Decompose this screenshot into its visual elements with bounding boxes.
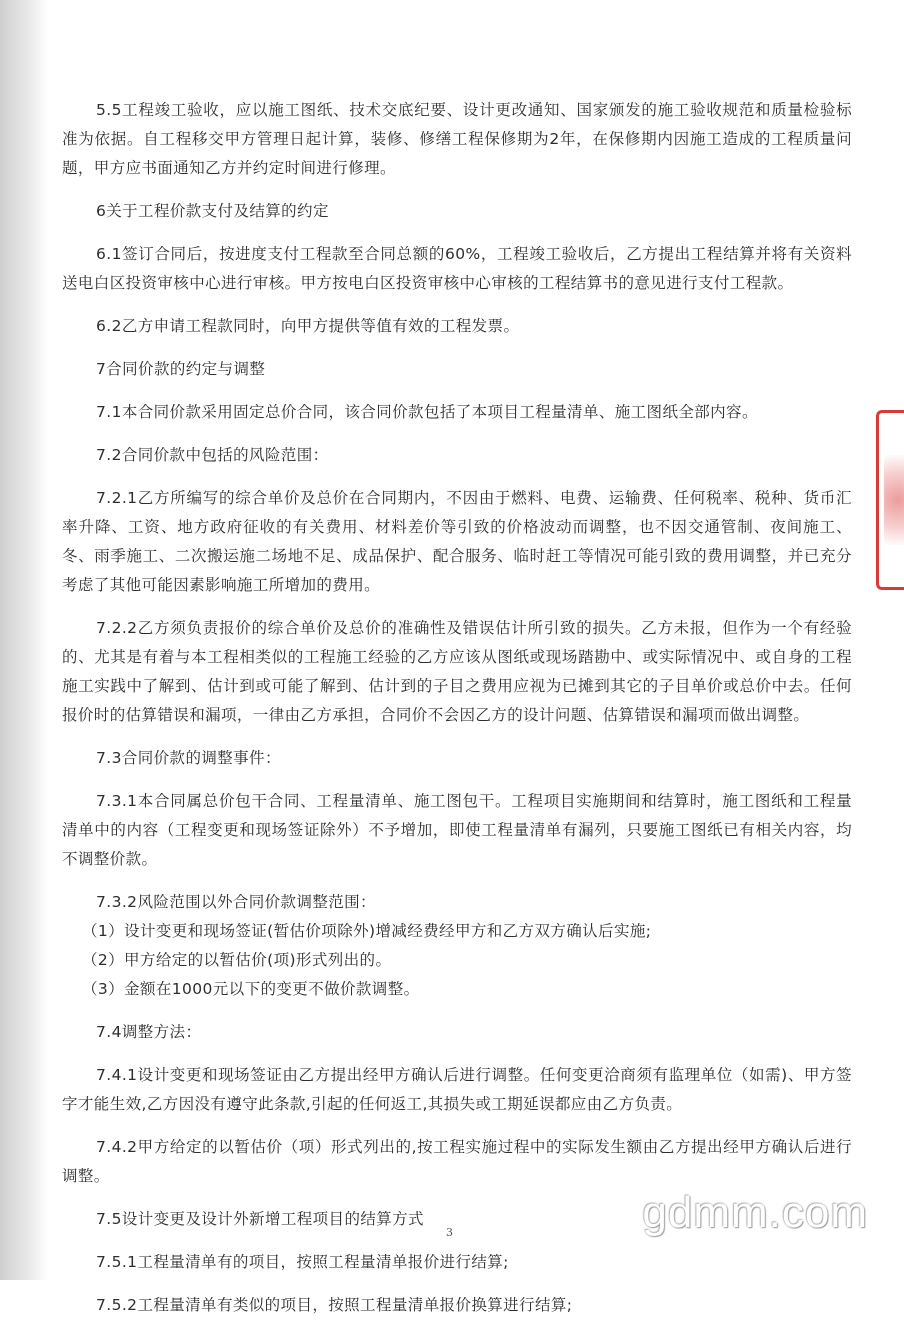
paragraph-7-3: 7.3合同价款的调整事件： (96, 749, 281, 767)
paragraph-7-5: 7.5设计变更及设计外新增工程项目的结算方式 (96, 1210, 424, 1228)
list-item-3: （3）金额在1000元以下的变更不做价款调整。 (82, 980, 420, 998)
paragraph-7-4: 7.4调整方法： (96, 1023, 202, 1041)
list-item-2: （2）甲方给定的以暂估价(项)形式列出的。 (82, 951, 392, 969)
heading-section-7: 7合同价款的约定与调整 (96, 360, 266, 378)
list-item-1: （1）设计变更和现场签证(暂估价项除外)增减经费经甲方和乙方双方确认后实施; (82, 922, 652, 940)
page-number: 3 (446, 1226, 453, 1239)
heading-section-6: 6关于工程价款支付及结算的约定 (96, 202, 329, 220)
paragraph-6-1: 6.1签订合同后，按进度支付工程款至合同总额的60%，工程竣工验收后，乙方提出工程结算并将有关资料送电白区投资审核中心进行审核。甲方按电白区投资审核中心审核的工程结算书的意见进行支付工程款。 (62, 245, 852, 292)
paragraph-7-3-1: 7.3.1本合同属总价包干合同、工程量清单、施工图包干。工程项目实施期间和结算时，施工图纸和工程量清单中的内容（工程变更和现场签证除外）不予增加，即使工程量清单有漏列，只要施工图纸已有相关内容，均不调整价款。 (62, 792, 852, 868)
paragraph-5-5: 5.5工程竣工验收，应以施工图纸、技术交底纪要、设计更改通知、国家颁发的施工验收规范和质量检验标准为依据。自工程移交甲方管理日起计算，装修、修缮工程保修期为2年，在保修期内因施工造成的工程质量问题，甲方应书面通知乙方并约定时间进行修理。 (62, 101, 852, 177)
scan-binding-shadow (0, 0, 48, 1280)
paragraph-6-2: 6.2乙方申请工程款同时，向甲方提供等值有效的工程发票。 (96, 317, 520, 335)
red-seal-mark (884, 455, 904, 545)
paragraph-7-2-1: 7.2.1乙方所编写的综合单价及总价在合同期内，不因由于燃料、电费、运输费、任何税率、税种、货币汇率升降、工资、地方政府征收的有关费用、材料差价等引致的价格波动而调整，也不因交通管制、夜间施工、冬、雨季施工、二次搬运施二场地不足、成品保护、配合服务、临时赶工等情况可能引致的费用调整，并已充分考虑了其他可能因素影响施工所增加的费用。 (62, 489, 852, 594)
site-watermark: gdmm.com (642, 1188, 868, 1237)
paragraph-7-1: 7.1本合同价款采用固定总价合同，该合同价款包括了本项目工程量清单、施工图纸全部内容。 (96, 403, 758, 421)
paragraph-7-4-1: 7.4.1设计变更和现场签证由乙方提出经甲方确认后进行调整。任何变更洽商须有监理单位（如需)、甲方签字才能生效,乙方因没有遵守此条款,引起的任何返工,其损失或工期延误都应由乙方负责。 (62, 1066, 852, 1113)
paragraph-7-5-2: 7.5.2工程量清单有类似的项目，按照工程量清单报价换算进行结算; (96, 1296, 573, 1314)
paragraph-7-3-2: 7.3.2风险范围以外合同价款调整范围： (96, 893, 376, 911)
paragraph-7-2: 7.2合同价款中包括的风险范围： (96, 446, 329, 464)
document-body (62, 96, 852, 1334)
paragraph-7-2-2: 7.2.2乙方须负责报价的综合单价及总价的准确性及错误估计所引致的损失。乙方未报，但作为一个有经验的、尤其是有着与本工程相类似的工程施工经验的乙方应该从图纸或现场踏勘中、或实际情况中、或自身的工程施工实践中了解到、估计到或可能了解到、估计到的子目之费用应视为已摊到其它的子目单价或总价中去。任何报价时的估算错误和漏项，一律由乙方承担，合同价不会因乙方的设计问题、估算错误和漏项而做出调整。 (62, 619, 852, 724)
paragraph-7-4-2: 7.4.2甲方给定的以暂估价（项）形式列出的,按工程实施过程中的实际发生额由乙方提出经甲方确认后进行调整。 (62, 1138, 852, 1185)
paragraph-7-5-1: 7.5.1工程量清单有的项目，按照工程量清单报价进行结算; (96, 1253, 509, 1271)
